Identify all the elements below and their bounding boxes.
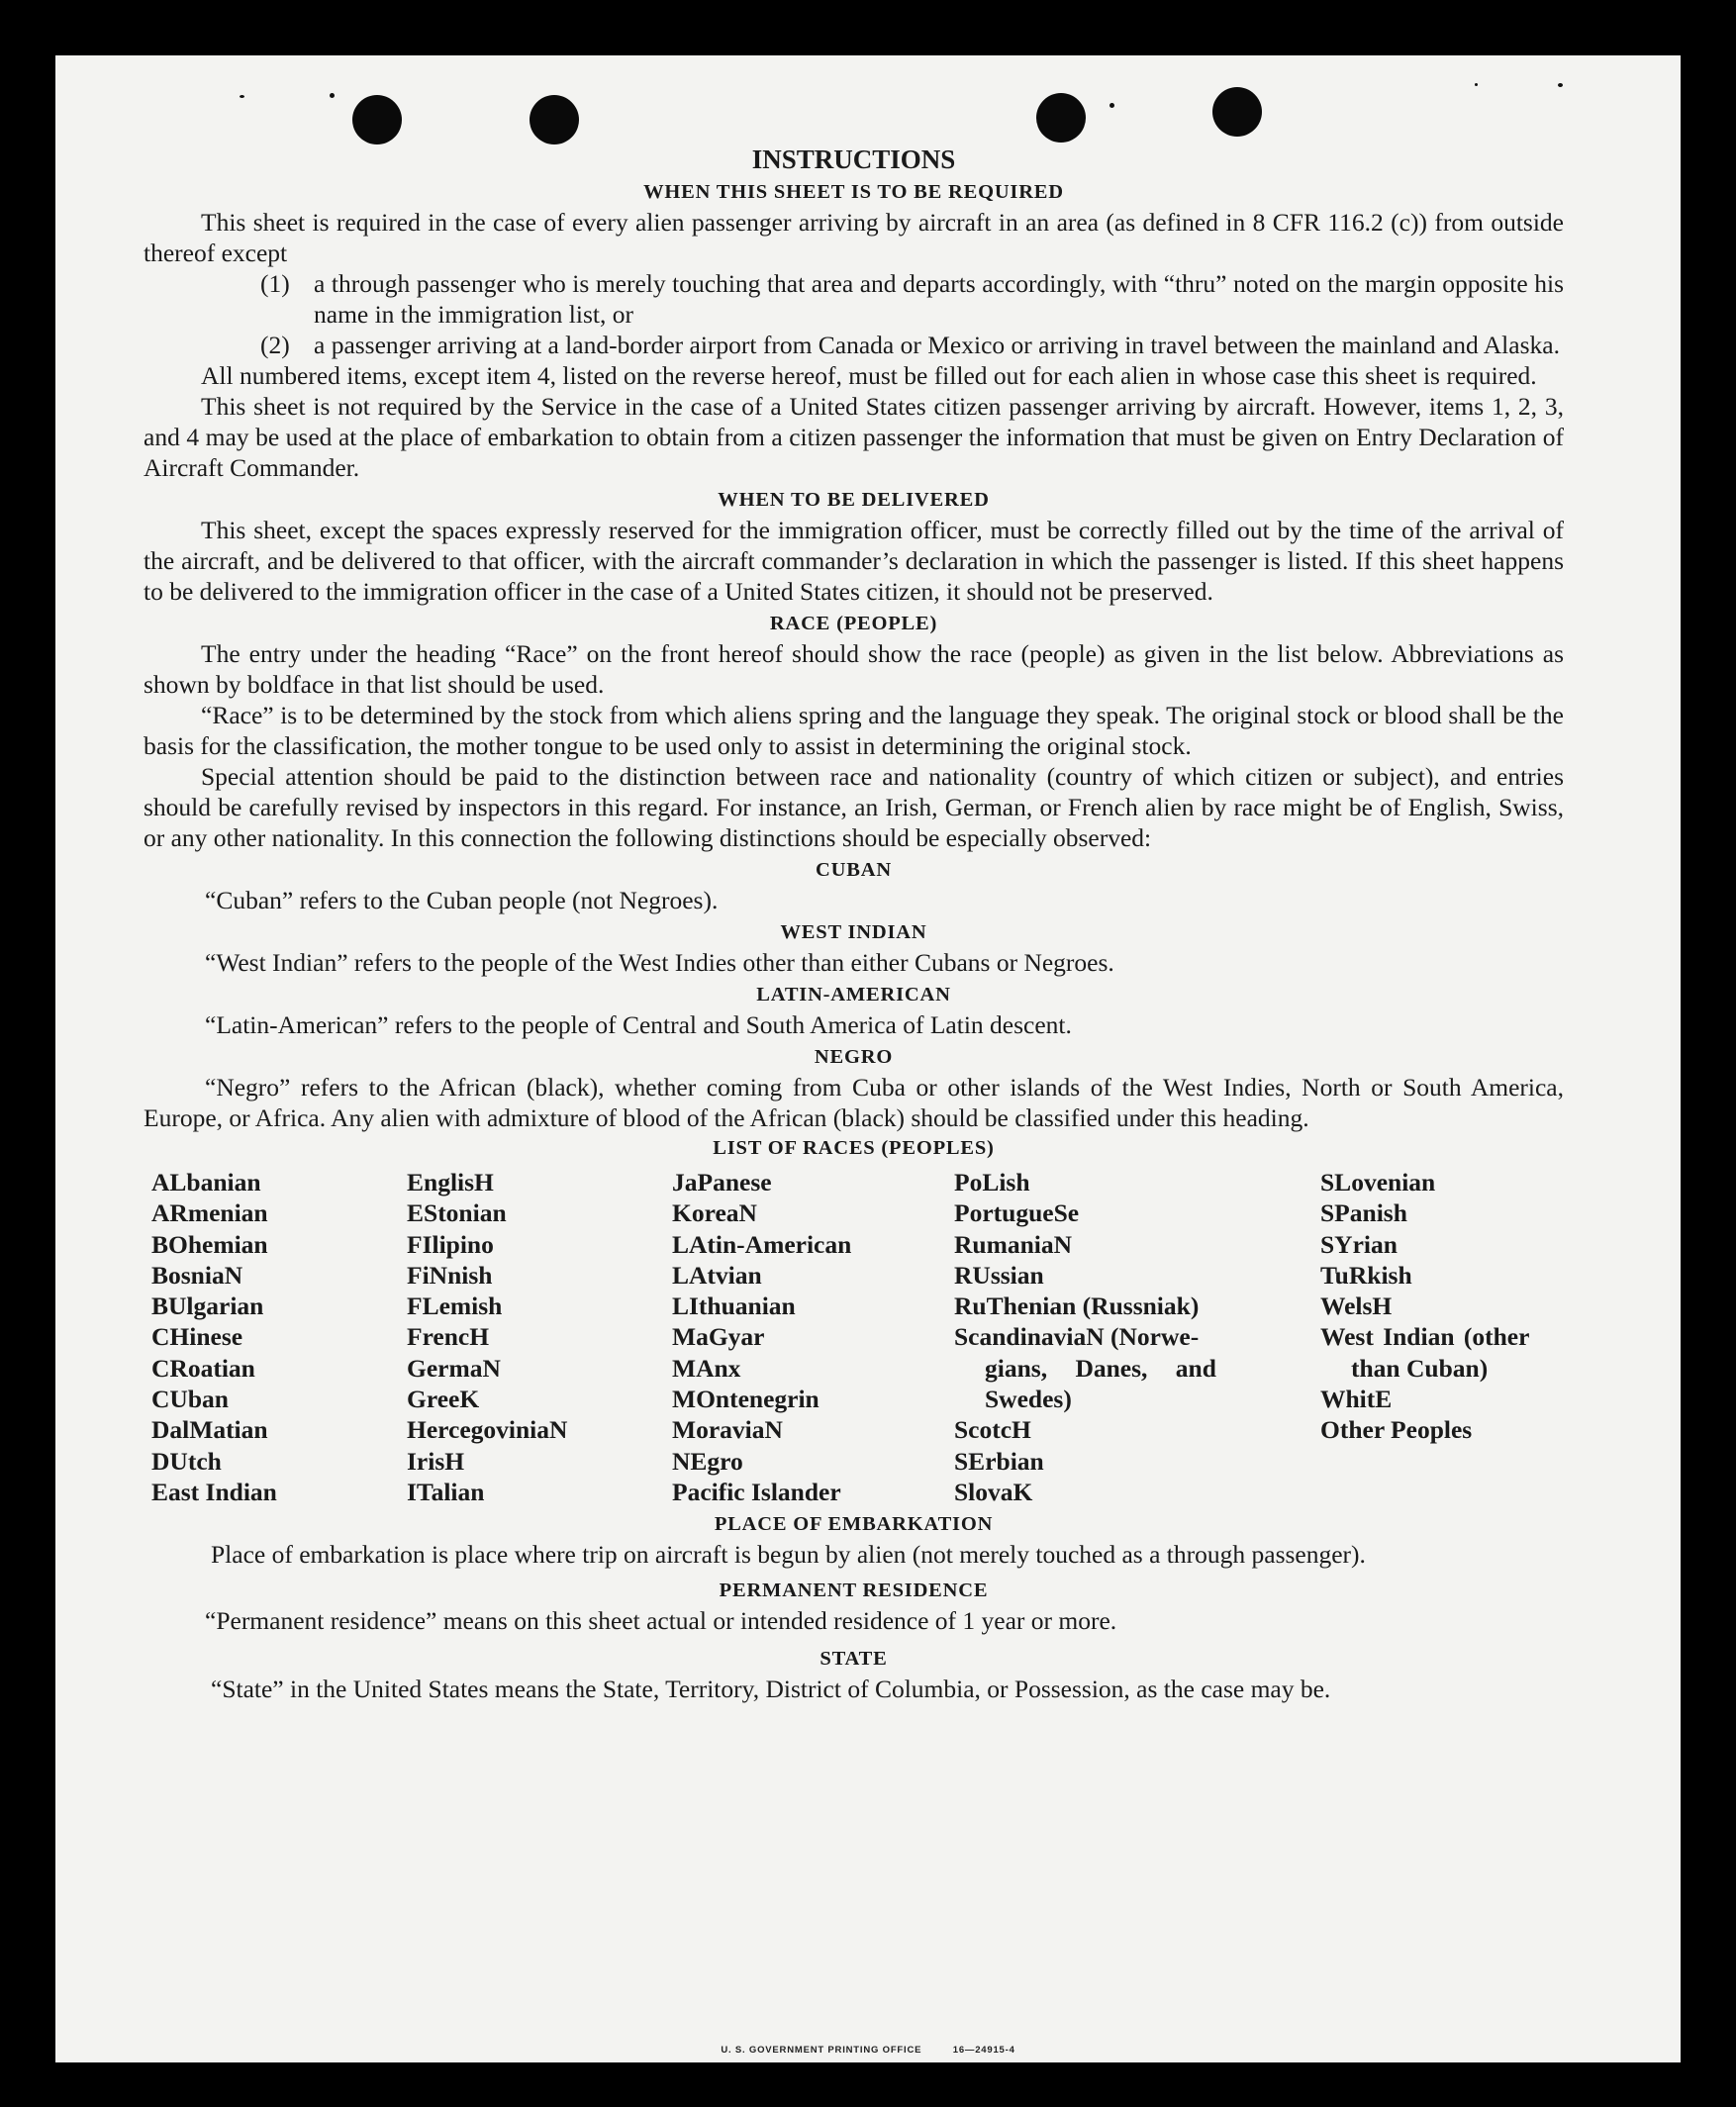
race-entry: ARmenian bbox=[151, 1198, 268, 1228]
race-entry-continuation: gians, Danes, and bbox=[985, 1353, 1216, 1383]
paragraph: This sheet is required in the case of every alien passenger arriving by aircraft in an area (as defined in 8 CFR 116.2 (c)) from outside thereof except bbox=[144, 208, 1564, 267]
races-column bbox=[407, 1167, 567, 1507]
ink-speck bbox=[1475, 83, 1478, 86]
heading-when-required: WHEN THIS SHEET IS TO BE REQUIRED bbox=[643, 181, 1064, 203]
printer-imprint bbox=[55, 2045, 1681, 2056]
race-entry: GermaN bbox=[407, 1353, 501, 1383]
race-entry: LIthuanian bbox=[672, 1292, 796, 1321]
paragraph: The entry under the heading “Race” on the front hereof should show the race (people) as given in the list below. Abbreviations as shown by boldface in that list should be used. bbox=[144, 639, 1564, 699]
printer-name: U. S. GOVERNMENT PRINTING OFFICE bbox=[721, 2045, 922, 2056]
heading-cuban: CUBAN bbox=[816, 859, 892, 881]
paragraph: Place of embarkation is place where trip on aircraft is begun by alien (not merely touched as a through passenger). bbox=[211, 1540, 1366, 1569]
punch-hole bbox=[530, 95, 579, 144]
race-entry: MOntenegrin bbox=[672, 1385, 820, 1414]
paragraph: “Latin-American” refers to the people of Central and South America of Latin descent. bbox=[205, 1010, 1072, 1039]
paragraph: “State” in the United States means the State, Territory, District of Columbia, or Possession, as the case may be. bbox=[211, 1675, 1331, 1703]
paragraph: This sheet, except the spaces expressly reserved for the immigration officer, must be correctly filled out by the time of the arrival of the aircraft, and be delivered to that officer, with the aircraft commander’s declaration in which the passenger is listed. If this sheet happens to be delivered to the immigration officer in the case of a United States citizen, it should not be preserved. bbox=[144, 516, 1564, 606]
race-entry: Other Peoples bbox=[1320, 1415, 1473, 1445]
paragraph: “Cuban” refers to the Cuban people (not Negroes). bbox=[205, 886, 719, 914]
race-entry: Pacific Islander bbox=[672, 1477, 841, 1506]
race-entry: FrencH bbox=[407, 1322, 490, 1352]
heading-list-of-races: LIST OF RACES (PEOPLES) bbox=[713, 1137, 995, 1159]
ink-speck bbox=[1109, 103, 1114, 108]
ink-speck bbox=[1558, 83, 1563, 87]
race-entry: FiNnish bbox=[407, 1260, 493, 1290]
page-title: INSTRUCTIONS bbox=[751, 144, 956, 174]
heading-when-delivered: WHEN TO BE DELIVERED bbox=[718, 489, 990, 511]
race-entry: BosniaN bbox=[151, 1260, 243, 1290]
heading-permanent-residence: PERMANENT RESIDENCE bbox=[719, 1580, 989, 1601]
form-code: 16—24915-4 bbox=[952, 2045, 1015, 2056]
race-entry: PortugueSe bbox=[954, 1198, 1080, 1228]
races-column bbox=[954, 1167, 1246, 1507]
race-entry: RuThenian (Russniak) bbox=[954, 1292, 1200, 1321]
paragraph: “Race” is to be determined by the stock from which aliens spring and the language they speak. The original stock or blood shall be the basis for the classification, the mother tongue to be used only to assist in determining the original stock. bbox=[144, 701, 1564, 760]
race-entry: ScotcH bbox=[954, 1415, 1031, 1445]
race-entry: EStonian bbox=[407, 1198, 507, 1228]
race-entry-continuation: Swedes) bbox=[985, 1385, 1072, 1414]
race-entry: East Indian bbox=[151, 1477, 277, 1506]
heading-negro: NEGRO bbox=[814, 1046, 894, 1068]
race-entry: RUssian bbox=[954, 1260, 1044, 1290]
race-entry: LAtvian bbox=[672, 1260, 762, 1290]
race-entry: SYrian bbox=[1320, 1229, 1398, 1259]
race-entry: GreeK bbox=[407, 1385, 480, 1414]
punch-hole bbox=[1036, 93, 1086, 143]
race-entry: EnglisH bbox=[407, 1168, 494, 1197]
race-entry: NEgro bbox=[672, 1446, 743, 1476]
list-number: (2) bbox=[260, 331, 290, 359]
races-table bbox=[144, 1167, 1564, 1513]
heading-west-indian: WEST INDIAN bbox=[780, 921, 927, 943]
heading-latin-american: LATIN-AMERICAN bbox=[756, 984, 951, 1006]
list-number: (1) bbox=[260, 269, 290, 298]
race-entry: FLemish bbox=[407, 1292, 503, 1321]
race-entry: CRoatian bbox=[151, 1353, 255, 1383]
race-entry: WhitE bbox=[1320, 1385, 1393, 1414]
paragraph: This sheet is not required by the Service in the case of a United States citizen passenger arriving by aircraft. However, items 1, 2, 3, and 4 may be used at the place of embarkation to obtain from a citizen passenger the information that must be given on Entry Declaration of Aircraft Commander. bbox=[144, 392, 1564, 482]
race-entry: HercegoviniaN bbox=[407, 1415, 568, 1445]
race-entry: TuRkish bbox=[1320, 1260, 1412, 1290]
race-entry: MoraviaN bbox=[672, 1415, 783, 1445]
ink-speck bbox=[330, 93, 335, 98]
race-entry: BUlgarian bbox=[151, 1292, 264, 1321]
punch-hole bbox=[1212, 87, 1262, 137]
race-entry: RumaniaN bbox=[954, 1229, 1073, 1259]
list-item bbox=[260, 330, 1564, 360]
race-entry: FIlipino bbox=[407, 1229, 494, 1259]
race-entry: West Indian (other bbox=[1320, 1322, 1530, 1352]
paragraph: All numbered items, except item 4, listed on the reverse hereof, must be filled out for each alien in whose case this sheet is required. bbox=[201, 361, 1537, 390]
race-entry: CHinese bbox=[151, 1322, 243, 1352]
race-entry: MAnx bbox=[672, 1353, 741, 1383]
race-entry-continuation: than Cuban) bbox=[1351, 1353, 1489, 1383]
race-entry: LAtin-American bbox=[672, 1229, 852, 1259]
race-entry: SLovenian bbox=[1320, 1168, 1436, 1197]
races-column bbox=[1320, 1167, 1529, 1446]
race-entry: SPanish bbox=[1320, 1198, 1407, 1228]
race-entry: JaPanese bbox=[672, 1168, 772, 1197]
instructions-body bbox=[144, 144, 1564, 1704]
race-entry: ScandinaviaN (Norwe- bbox=[954, 1322, 1200, 1352]
heading-race: RACE (PEOPLE) bbox=[769, 613, 938, 634]
ink-speck bbox=[240, 95, 244, 98]
list-text: a through passenger who is merely touching that area and departs accordingly, with “thru” noted on the margin opposite his name in the immigration list, or bbox=[314, 269, 1564, 329]
race-entry: WelsH bbox=[1320, 1292, 1393, 1321]
race-entry: DUtch bbox=[151, 1446, 222, 1476]
race-entry: MaGyar bbox=[672, 1322, 765, 1352]
heading-state: STATE bbox=[820, 1648, 888, 1670]
race-entry: SlovaK bbox=[954, 1477, 1033, 1506]
punch-hole bbox=[352, 95, 402, 144]
paragraph: “West Indian” refers to the people of the West Indies other than either Cubans or Negroes. bbox=[205, 948, 1114, 977]
races-column bbox=[672, 1167, 851, 1507]
race-entry: ITalian bbox=[407, 1477, 485, 1506]
race-entry: BOhemian bbox=[151, 1229, 268, 1259]
race-entry: IrisH bbox=[407, 1446, 465, 1476]
race-entry: DalMatian bbox=[151, 1415, 268, 1445]
race-entry: ALbanian bbox=[151, 1168, 261, 1197]
race-entry: PoLish bbox=[954, 1168, 1030, 1197]
race-entry: CUban bbox=[151, 1385, 229, 1414]
race-entry: KoreaN bbox=[672, 1198, 757, 1228]
paragraph: “Negro” refers to the African (black), whether coming from Cuba or other islands of the West Indies, North or South America, Europe, or Africa. Any alien with admixture of blood of the African (black) should be classified under this heading. bbox=[144, 1073, 1564, 1132]
paragraph: “Permanent residence” means on this sheet actual or intended residence of 1 year or more. bbox=[205, 1606, 1117, 1635]
race-entry: SErbian bbox=[954, 1446, 1044, 1476]
list-text: a passenger arriving at a land-border airport from Canada or Mexico or arriving in travel between the mainland and Alaska. bbox=[314, 331, 1560, 359]
paragraph: Special attention should be paid to the distinction between race and nationality (country of which citizen or subject), and entries should be carefully revised by inspectors in this regard. For instance, an Irish, German, or French alien by race might be of English, Swiss, or any other nationality. In this connection the following distinctions should be especially observed: bbox=[144, 762, 1564, 852]
list-item bbox=[260, 268, 1564, 330]
heading-place-of-embarkation: PLACE OF EMBARKATION bbox=[714, 1513, 994, 1535]
races-column bbox=[151, 1167, 277, 1507]
